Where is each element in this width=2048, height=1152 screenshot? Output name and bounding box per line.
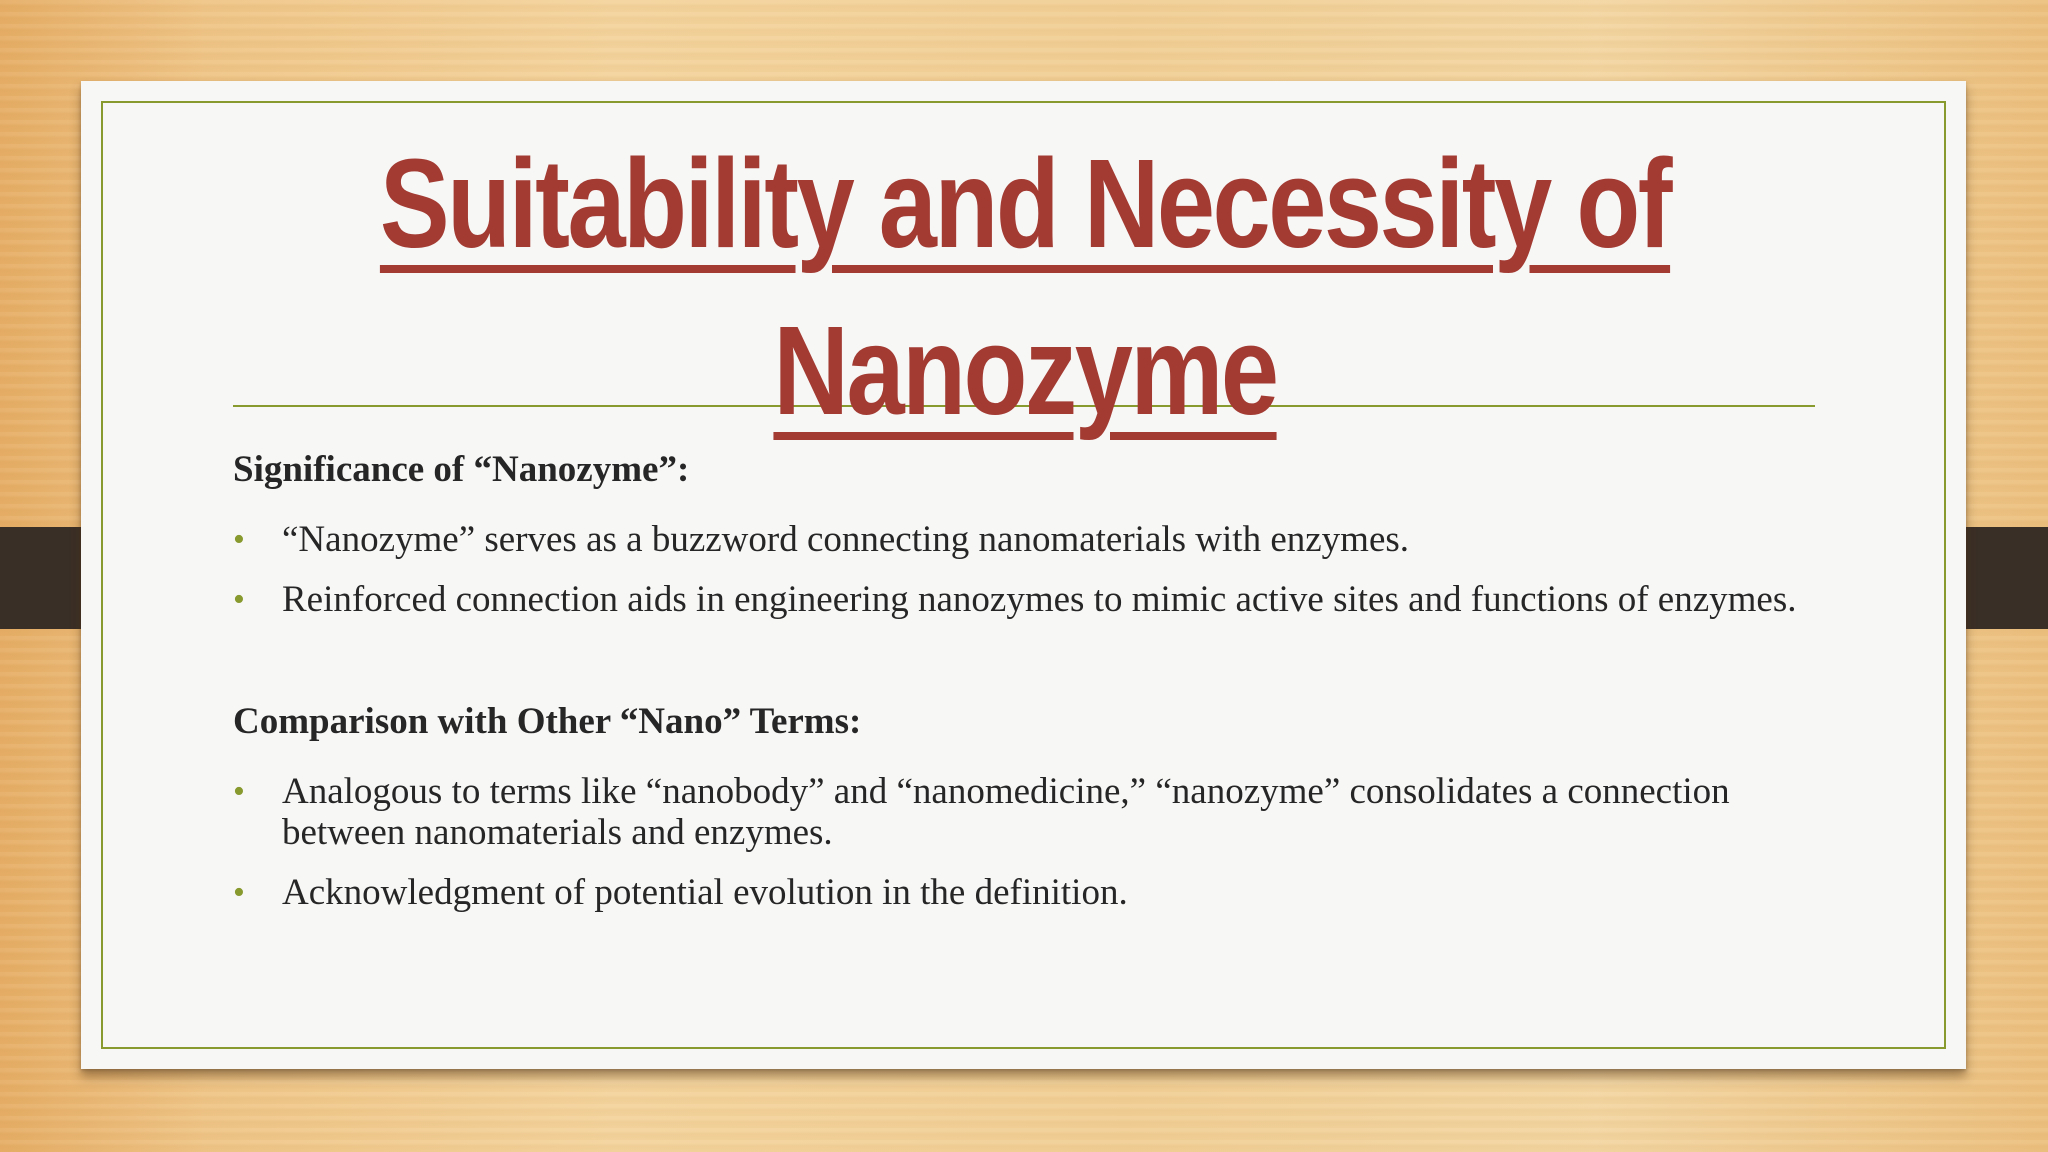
bullet-icon: • [233, 581, 245, 618]
section-heading-comparison: Comparison with Other “Nano” Terms: [233, 701, 862, 742]
list-item [233, 771, 1823, 853]
section-heading-significance: Significance of “Nanozyme”: [233, 449, 690, 490]
bullet-text: Acknowledgment of potential evolution in the definition. [282, 872, 1128, 913]
bullet-icon: • [233, 874, 245, 911]
bullet-icon: • [233, 521, 245, 558]
list-item [233, 872, 1823, 913]
slide-title [290, 120, 1759, 454]
significance-bullet-list [233, 519, 1823, 620]
bullet-text: “Nanozyme” serves as a buzzword connecting nanomaterials with enzymes. [282, 519, 1410, 560]
bullet-text: Analogous to terms like “nanobody” and “nanomedicine,” “nanozyme” consolidates a connection between nanomaterials and enzymes. [282, 771, 1730, 853]
list-item [233, 579, 1823, 620]
bullet-icon: • [233, 773, 245, 810]
slide-title-text: Suitability and Necessity of Nanozyme [379, 133, 1671, 441]
slide-body [233, 440, 1823, 913]
bullet-text: Reinforced connection aids in engineering nanozymes to mimic active sites and functions of enzymes. [282, 579, 1797, 620]
list-item [233, 519, 1823, 560]
comparison-bullet-list [233, 771, 1823, 913]
